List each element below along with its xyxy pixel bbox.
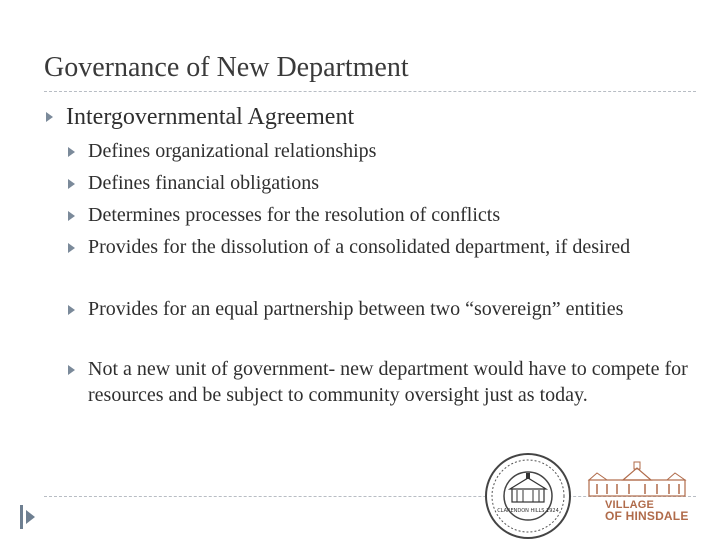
sub-bullet-2: Defines financial obligations [88, 172, 320, 194]
main-bullet-text: Intergovernmental Agreement [66, 104, 355, 130]
bullet-arrow-icon [68, 243, 75, 253]
seal-text: CLARENDON HILLS 1924 [497, 508, 559, 514]
seal-icon [484, 452, 572, 540]
sub-bullet-3: Determines processes for the resolution of conflicts [88, 204, 501, 226]
clarendon-hills-seal [484, 452, 572, 540]
hinsdale-line1: VILLAGE [605, 499, 655, 511]
slide-title: Governance of New Department [44, 52, 409, 83]
sub-bullet-5: Provides for an equal partnership between two “sovereign” entities [88, 298, 624, 320]
bullet-arrow-icon [68, 179, 75, 189]
slide-nav-arrow-icon [26, 510, 35, 524]
bullet-arrow-icon [68, 211, 75, 221]
slide-nav-bar-icon [20, 505, 23, 529]
bullet-arrow-icon [68, 147, 75, 157]
hinsdale-logo-text [605, 500, 689, 522]
bullet-arrow-icon [68, 305, 75, 315]
bullet-arrow-icon [68, 365, 75, 375]
hinsdale-building-icon [583, 460, 695, 500]
sub-bullet-4: Provides for the dissolution of a consolidated department, if desired [88, 236, 631, 258]
title-divider [44, 91, 696, 92]
village-of-hinsdale-logo [583, 460, 695, 530]
sub-bullet-1: Defines organizational relationships [88, 140, 377, 162]
sub-bullet-6: Not a new unit of government- new department would have to compete for resources and be subject to community oversight just as today. [88, 358, 688, 406]
hinsdale-line2: OF HINSDALE [605, 509, 689, 523]
bullet-arrow-icon [46, 112, 53, 122]
